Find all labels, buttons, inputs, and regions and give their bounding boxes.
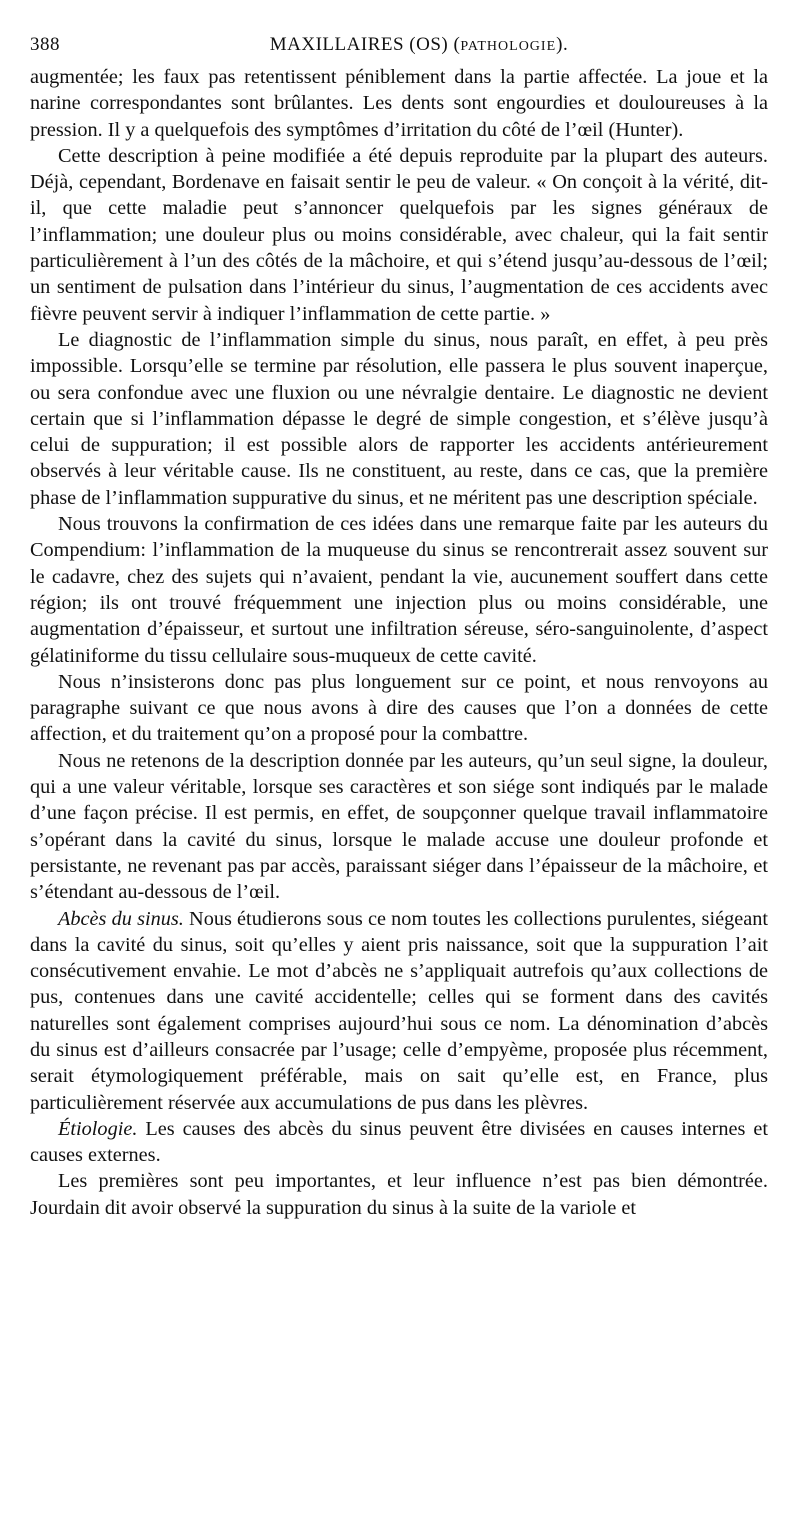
paragraph-text: Les causes des abcès du sinus peuvent être divisées en causes internes et causes externes. bbox=[30, 1117, 768, 1167]
paragraph-9 bbox=[30, 1168, 768, 1221]
paragraph-text: Le diagnostic de l’inflammation simple du sinus, nous paraît, en effet, à peu près impossible. Lorsqu’elle se termine par résolution, elle passera le plus souvent inaperçue, ou sera confondue avec une fluxion ou une névralgie dentaire. Le diagnostic ne devient certain que si l’inflammation dépasse le degré de simple congestion, et s’élève jusqu’à celui de suppuration; il est possible alors de rapporter les accidents antérieurement observés à leur véritable cause. Ils ne constituent, au reste, dans ce cas, que la première phase de l’inflammation suppurative du sinus, et ne méritent pas une description spéciale. bbox=[30, 328, 768, 509]
paragraph-4 bbox=[30, 511, 768, 669]
paragraph-5 bbox=[30, 669, 768, 748]
running-title-end: ). bbox=[556, 34, 569, 55]
body-text bbox=[30, 64, 768, 1221]
paragraph-text: Nous étudierons sous ce nom toutes les collections purulentes, siégeant dans la cavité du sinus, soit qu’elles y aient pris naissance, soit que la suppuration l’ait consécutivement envahie. Le mot d’abcès ne s’appliquait autrefois qu’aux collections de pus, contenues dans une cavité accidentelle; celles qui se forment dans des cavités naturelles sont également comprises aujourd’hui sous ce nom. La dénomination d’abcès du sinus est d’ailleurs consacrée par l’usage; celle d’empyème, proposée plus récemment, serait étymologiquement préférable, mais on sait qu’elle est, en France, plus particulièrement réservée aux accumulations de pus dans les plèvres. bbox=[30, 907, 768, 1114]
paragraph-text: Les premières sont peu importantes, et leur influence n’est pas bien démontrée. Jourdain dit avoir observé la suppuration du sinus à la suite de la variole et bbox=[30, 1170, 768, 1219]
page-header bbox=[30, 30, 768, 64]
paragraph-text: Nous trouvons la confirmation de ces idées dans une remarque faite par les auteurs du Compendium: l’inflammation de la muqueuse du sinus se rencontrerait assez souvent sur le cadavre, chez des sujets qui n’avaient, pendant la vie, aucunement souffert dans cette région; ils ont trouvé fréquemment une injection plus ou moins considérable, une augmentation d’épaisseur, et surtout une infiltration séreuse, séro-sanguinolente, d’aspect gélatiniforme du tissu cellulaire sous-muqueux de cette cavité. bbox=[30, 513, 768, 667]
paragraph-3 bbox=[30, 327, 768, 511]
paragraph-8 bbox=[30, 1116, 768, 1169]
paragraph-text: augmentée; les faux pas retentissent péniblement dans la partie affectée. La joue et la narine correspondantes sont brûlantes. Les dents sont engourdies et douloureuses à la pression. Il y a quelquefois des symptômes d’irritation du côté de l’œil (Hunter). bbox=[30, 66, 768, 141]
paragraph-7 bbox=[30, 906, 768, 1116]
page-number: 388 bbox=[30, 34, 60, 55]
running-title-subject: PATHOLOGIE bbox=[460, 39, 557, 54]
running-title bbox=[30, 34, 768, 56]
paragraph-6 bbox=[30, 748, 768, 906]
paragraph-1 bbox=[30, 64, 768, 143]
document-page bbox=[30, 30, 768, 1221]
paragraph-text: Nous n’insisterons donc pas plus longuement sur ce point, et nous renvoyons au paragraphe suivant ce que nous avons à dire des causes que l’on a données de cette affection, et du traitement qu’on a proposé pour la combattre. bbox=[30, 670, 768, 746]
section-title-abces: Abcès du sinus. bbox=[58, 907, 184, 930]
paragraph-text: Nous ne retenons de la description donnée par les auteurs, qu’un seul signe, la douleur, qui a une valeur véritable, lorsque ses caractères et son siége sont indiqués par le malade d’une façon précise. Il est permis, en effet, de soupçonner quelque travail inflammatoire s’opérant dans la cavité du sinus, lorsque le malade accuse une douleur profonde et persistante, ne revenant pas par accès, paraissant siéger dans l’épaisseur de la mâchoire, et s’étendant au-dessous de l’œil. bbox=[30, 749, 768, 904]
paragraph-text: Cette description à peine modifiée a été depuis reproduite par la plupart des auteurs. Déjà, cependant, Bordenave en faisait sentir le peu de valeur. « On conçoit à la vérité, dit-il, que cette maladie peut s’annoncer quelquefois par les signes généraux de l’inflammation; une douleur plus ou moins considérable, avec chaleur, qui la fait sentir particulièrement à l’un des côtés de la mâchoire, et qui s’étend jusqu’au-dessous de l’œil; un sentiment de pulsation dans l’intérieur du sinus, l’augmentation de ces accidents avec fièvre peuvent servir à indiquer l’inflammation de cette partie. » bbox=[30, 144, 768, 325]
section-title-etiologie: Étiologie. bbox=[58, 1117, 138, 1140]
paragraph-2 bbox=[30, 143, 768, 327]
running-title-main: MAXILLAIRES (OS) ( bbox=[269, 34, 461, 55]
